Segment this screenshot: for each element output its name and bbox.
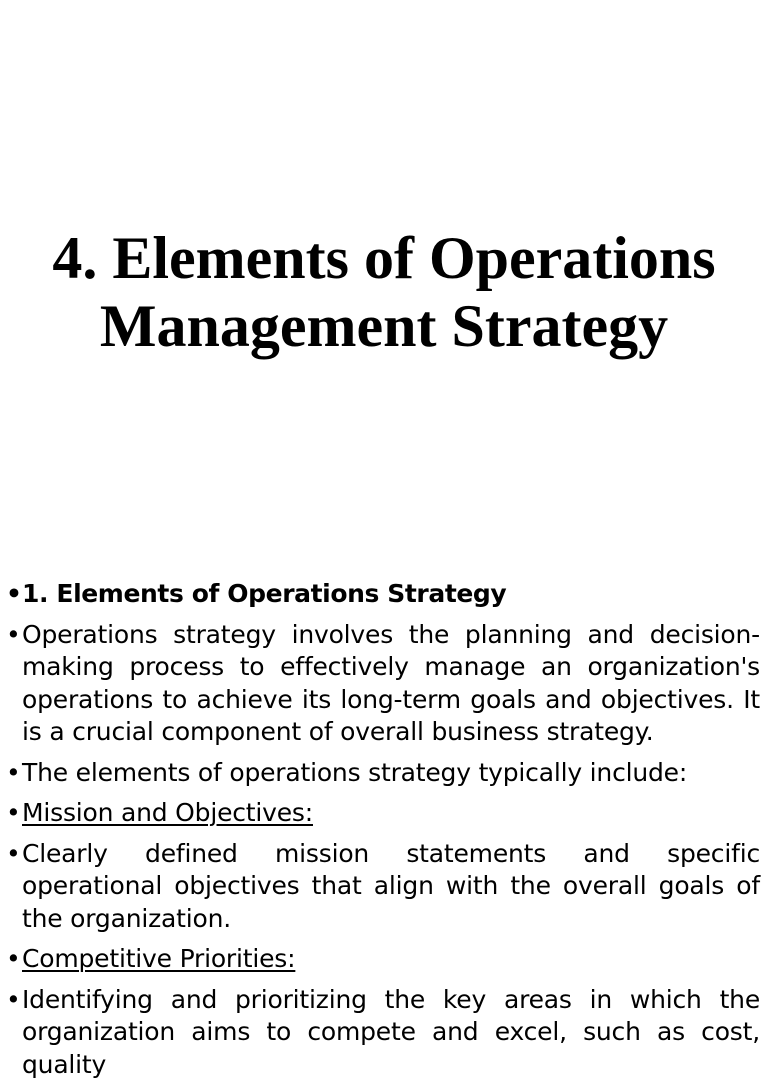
bullet-mission-and-objectives-text: • Clearly defined mission statements and specific operational objectives that align with the overall goals of the organization. bbox=[6, 838, 760, 936]
slide-title-line-2: Management Strategy bbox=[99, 293, 669, 359]
bullet-list bbox=[6, 578, 760, 1089]
bullet-competitive-priorities-heading bbox=[6, 943, 760, 976]
competitive-priorities-label: Competitive Priorities: bbox=[22, 944, 296, 973]
bullet-elements-intro: • The elements of operations strategy typically include: bbox=[6, 757, 760, 790]
slide-title-line-1: 4. Elements of Operations bbox=[52, 225, 716, 291]
bullet-section-heading: • 1. Elements of Operations Strategy bbox=[6, 578, 760, 611]
bullet-mission-and-objectives-heading bbox=[6, 797, 760, 830]
bullet-competitive-priorities-text: • Identifying and prioritizing the key areas in which the organization aims to compete and excel, such as cost, quality bbox=[6, 984, 760, 1082]
slide-title bbox=[0, 224, 768, 360]
bullet-operations-strategy-definition: • Operations strategy involves the planning and decision-making process to effectively manage an organization's operations to achieve its long-term goals and objectives. It is a crucial component of overall business strategy. bbox=[6, 619, 760, 749]
mission-and-objectives-label: Mission and Objectives: bbox=[22, 798, 313, 827]
